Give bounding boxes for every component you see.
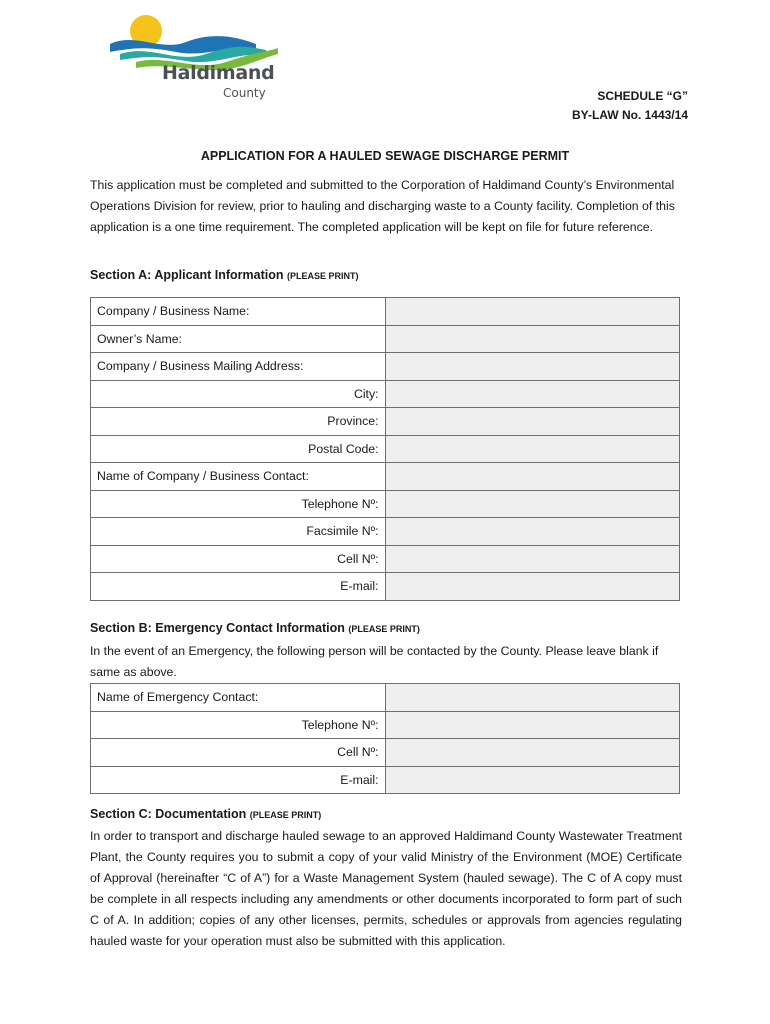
form-row — [91, 298, 680, 326]
form-row — [91, 325, 680, 353]
applicant-input-field[interactable] — [385, 435, 679, 463]
field-label: Facsimile Nº: — [91, 518, 386, 546]
section-a-note: (PLEASE PRINT) — [287, 271, 359, 281]
emergency-input-field[interactable] — [385, 711, 679, 739]
emergency-input-field[interactable] — [385, 739, 679, 767]
field-label: Company / Business Name: — [91, 298, 386, 326]
form-row — [91, 545, 680, 573]
logo-name: Haldimand — [162, 62, 275, 84]
emergency-input-field[interactable] — [385, 684, 679, 712]
form-row — [91, 463, 680, 491]
section-c-title: Section C: Documentation — [90, 807, 250, 821]
applicant-input-field[interactable] — [385, 573, 679, 601]
form-row — [91, 518, 680, 546]
emergency-contact-table — [90, 683, 680, 794]
schedule-block — [572, 87, 688, 125]
form-row — [91, 711, 680, 739]
field-label: Telephone Nº: — [91, 711, 386, 739]
field-label: Company / Business Mailing Address: — [91, 353, 386, 381]
section-b-note: (PLEASE PRINT) — [348, 624, 420, 634]
applicant-input-field[interactable] — [385, 463, 679, 491]
section-c-paragraph: In order to transport and discharge hauled sewage to an approved Haldimand County Wastewater Treatment Plant, the County requires you to submit a copy of your valid Ministry of the Environment (MOE) Certificate of Approval (hereinafter “C of A”) for a Waste Management System (hauled sewage). The C of A copy must be complete in all respects including any amendments or other documents incorporated to form part of such C of A. In addition; copies of any other licenses, permits, schedules or approvals from agencies regulating hauled waste for your operation must also be submitted with this application. — [90, 829, 682, 948]
haldimand-county-logo — [106, 14, 282, 104]
logo-sub: County — [223, 86, 266, 100]
section-b-paragraph: In the event of an Emergency, the following person will be contacted by the County. Please leave blank if same as above. — [90, 644, 659, 679]
applicant-input-field[interactable] — [385, 298, 679, 326]
form-row — [91, 408, 680, 436]
emergency-input-field[interactable] — [385, 766, 679, 794]
form-row — [91, 380, 680, 408]
page-title: APPLICATION FOR A HAULED SEWAGE DISCHARGE PERMIT — [200, 149, 570, 163]
field-label: Name of Emergency Contact: — [91, 684, 386, 712]
form-row — [91, 353, 680, 381]
form-row — [91, 739, 680, 767]
applicant-input-field[interactable] — [385, 408, 679, 436]
form-row — [91, 766, 680, 794]
form-row — [91, 490, 680, 518]
form-row — [91, 684, 680, 712]
intro-paragraph: This application must be completed and submitted to the Corporation of Haldimand County’s Environmental Operations Division for review, prior to hauling and discharging waste to a County facility. Completion of this application is a one time requirement. The completed application will be kept on file for future reference. — [90, 178, 675, 234]
field-label: Cell Nº: — [91, 739, 386, 767]
form-row — [91, 435, 680, 463]
section-b-title: Section B: Emergency Contact Information — [90, 621, 349, 635]
applicant-input-field[interactable] — [385, 353, 679, 381]
bylaw-label: BY-LAW No. 1443/14 — [571, 108, 688, 122]
section-c-note: (PLEASE PRINT) — [249, 810, 322, 820]
field-label: Postal Code: — [91, 435, 386, 463]
field-label: Name of Company / Business Contact: — [91, 463, 386, 491]
applicant-input-field[interactable] — [385, 518, 679, 546]
field-label: City: — [91, 380, 386, 408]
field-label: Cell Nº: — [91, 545, 386, 573]
applicant-input-field[interactable] — [385, 545, 679, 573]
section-a-title: Section A: Applicant Information — [90, 268, 287, 282]
field-label: Province: — [91, 408, 386, 436]
applicant-info-table — [90, 297, 680, 601]
field-label: Owner’s Name: — [91, 325, 386, 353]
applicant-input-field[interactable] — [385, 325, 679, 353]
field-label: E-mail: — [91, 573, 386, 601]
applicant-input-field[interactable] — [385, 490, 679, 518]
schedule-label: SCHEDULE “G” — [597, 89, 688, 103]
section-c-heading — [90, 807, 321, 821]
section-a-heading — [90, 268, 359, 282]
form-row — [91, 573, 680, 601]
field-label: Telephone Nº: — [91, 490, 386, 518]
applicant-input-field[interactable] — [385, 380, 679, 408]
field-label: E-mail: — [91, 766, 386, 794]
section-b-heading — [90, 621, 420, 635]
